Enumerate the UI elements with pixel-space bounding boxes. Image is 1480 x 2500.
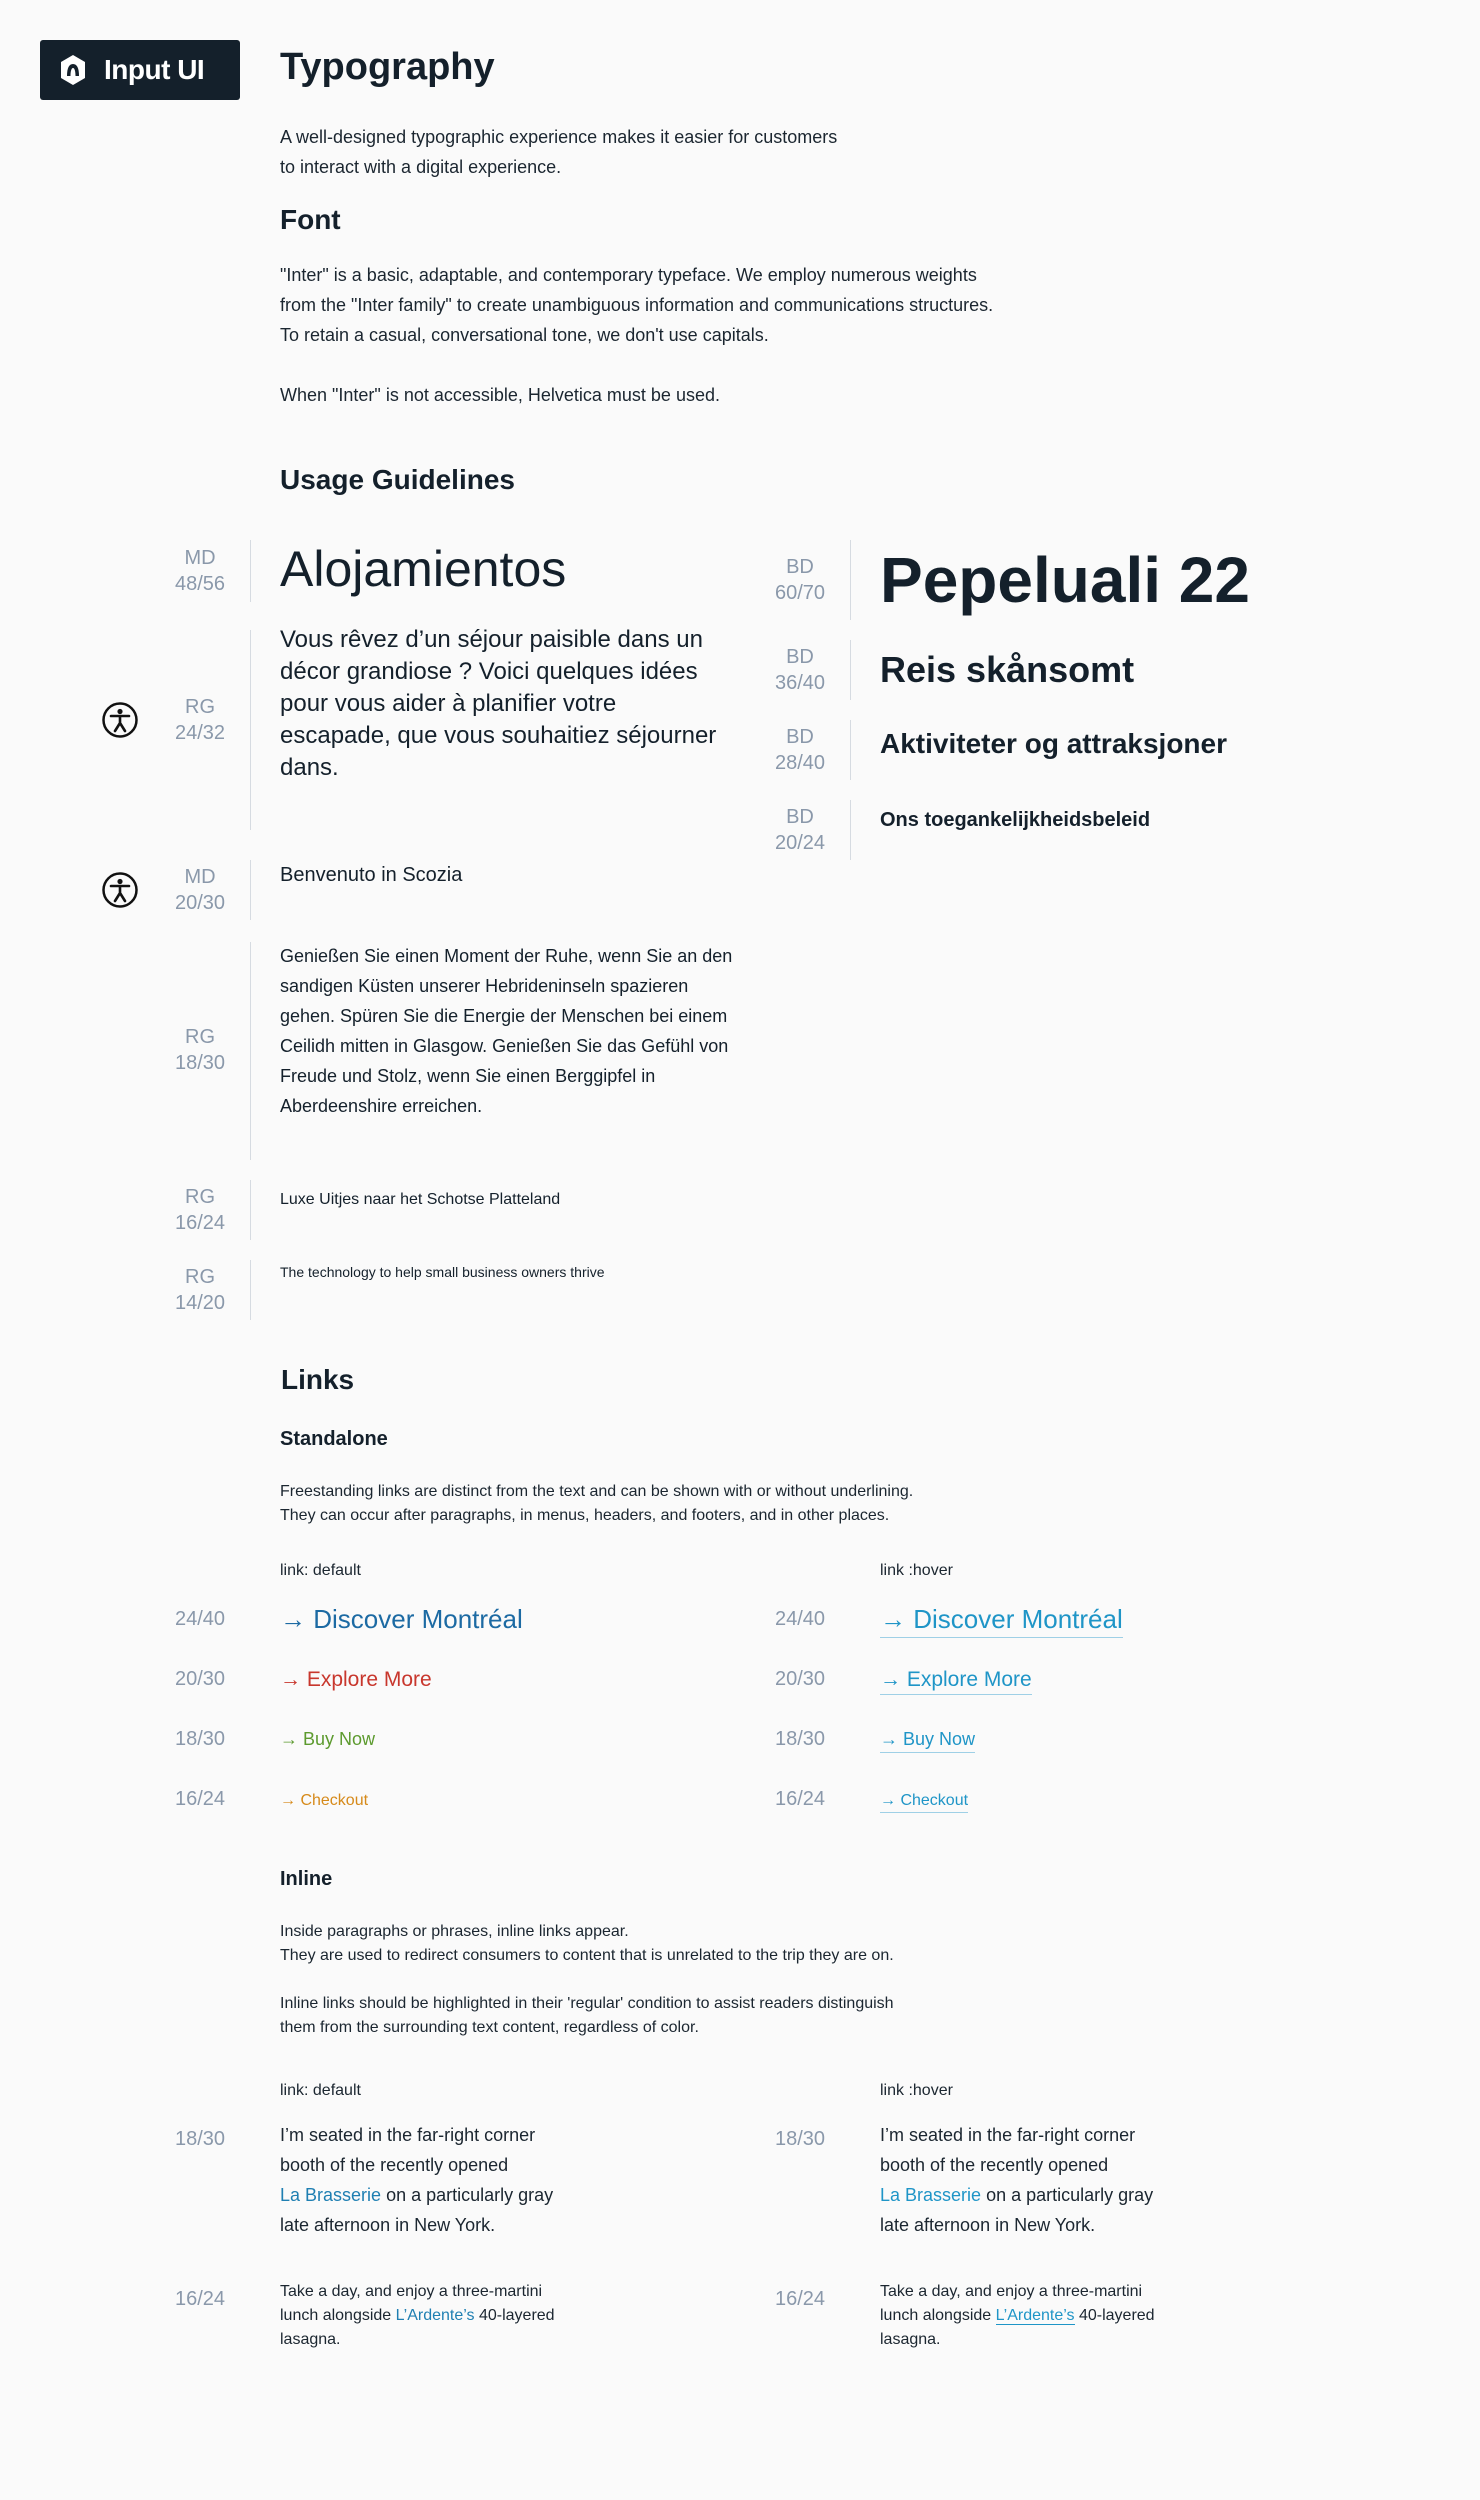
- example-line: Take a day, and enjoy a three-martini: [280, 2283, 543, 2300]
- font-paragraph: [280, 260, 993, 410]
- example-line: I’m seated in the far-right corner: [280, 2125, 536, 2145]
- sample-rg-16: Luxe Uitjes naar het Schotse Platteland: [280, 1191, 561, 1208]
- example-line: booth of the recently opened: [880, 2155, 1109, 2175]
- brand-logo[interactable]: [40, 40, 240, 100]
- inline-example-default: [280, 2120, 553, 2240]
- font-fallback: When "Inter" is not accessible, Helvetica must be used.: [280, 385, 720, 405]
- spec-size: 24/32: [174, 722, 226, 744]
- spec-size: 20/24: [774, 832, 826, 854]
- example-line: booth of the recently opened: [280, 2155, 509, 2175]
- inline-example2-hover: [880, 2280, 1155, 2352]
- font-line: "Inter" is a basic, adaptable, and contemporary typeface. We employ numerous weights: [280, 265, 977, 285]
- link-size-16: 16/24: [774, 1788, 826, 1810]
- example-line: late afternoon in New York.: [880, 2215, 1096, 2235]
- spec-weight: RG: [185, 696, 215, 718]
- description-line: Freestanding links are distinct from the text and can be shown with or without underlining.: [280, 1483, 914, 1500]
- spec-size: 60/70: [774, 582, 826, 604]
- example-line: Take a day, and enjoy a three-martini: [880, 2283, 1143, 2300]
- example-line: lasagna.: [280, 2331, 341, 2348]
- example-line: [280, 2180, 553, 2210]
- checkout-link[interactable]: → Checkout: [280, 1792, 369, 1809]
- description-line: Inline links should be highlighted in their 'regular' condition to assist readers distinguish: [280, 1995, 894, 2012]
- la-brasserie-link[interactable]: La Brasserie: [280, 2185, 382, 2205]
- inline-size-18: 18/30: [774, 2128, 826, 2150]
- type-spec-rg-14: [160, 1264, 240, 1316]
- divider: [250, 1180, 251, 1240]
- usage-heading: Usage Guidelines: [280, 464, 515, 495]
- inline-size-18: 18/30: [174, 2128, 226, 2150]
- sample-bd-20: Ons toegankelijkheidsbeleid: [880, 809, 1151, 831]
- sample-md-20: Benvenuto in Scozia: [280, 864, 463, 886]
- example-line: late afternoon in New York.: [280, 2215, 496, 2235]
- link-size-24: 24/40: [174, 1608, 226, 1630]
- font-heading: Font: [280, 204, 341, 235]
- lardente-link[interactable]: L’Ardente’s: [395, 2307, 475, 2324]
- explore-more-link-hover[interactable]: → Explore More: [880, 1668, 1032, 1695]
- type-spec-rg-18: [160, 1024, 240, 1076]
- font-line: from the "Inter family" to create unambiguous information and communications structures.: [280, 295, 994, 315]
- spec-weight: BD: [786, 726, 814, 748]
- link-size-20: 20/30: [774, 1668, 826, 1690]
- sample-rg-24: Vous rêvez d’un séjour paisible dans un décor grandiose ? Voici quelques idées pour vous aider à planifier votre escapade, que vous souhaitiez séjourner dans.: [280, 626, 717, 781]
- divider: [850, 640, 851, 700]
- sample-md-48: Alojamientos: [280, 541, 567, 597]
- links-heading: Links: [281, 1364, 355, 1395]
- sample-bd-28: Aktiviteter og attraksjoner: [880, 728, 1227, 759]
- example-text: 40-layered: [1074, 2307, 1155, 2324]
- buy-now-link[interactable]: → Buy Now: [280, 1729, 376, 1749]
- divider: [850, 800, 851, 860]
- type-spec-bd-28: [760, 724, 840, 776]
- divider: [250, 540, 251, 602]
- explore-more-link[interactable]: → Explore More: [280, 1668, 432, 1691]
- example-text: on a particularly gray: [381, 2185, 554, 2205]
- logo-text: Input UI: [104, 54, 205, 85]
- type-spec-md-20: [160, 864, 240, 916]
- la-brasserie-link-hover[interactable]: La Brasserie: [880, 2185, 982, 2205]
- inline-heading: Inline: [280, 1868, 333, 1890]
- sample-rg-14: The technology to help small business owners thrive: [280, 1264, 605, 1280]
- spec-size: 18/30: [174, 1052, 226, 1074]
- discover-montreal-link-hover[interactable]: → Discover Montréal: [880, 1604, 1123, 1638]
- label-link-default: link: default: [280, 1562, 361, 1579]
- example-line: [280, 2304, 555, 2328]
- lardente-link-hover[interactable]: L’Ardente’s: [995, 2307, 1075, 2324]
- sample-bd-36: Reis skånsomt: [880, 649, 1135, 690]
- inline-description: [280, 1920, 894, 2040]
- example-line: I’m seated in the far-right corner: [880, 2125, 1136, 2145]
- standalone-description: [280, 1480, 913, 1528]
- example-line: lasagna.: [880, 2331, 941, 2348]
- spec-weight: BD: [786, 806, 814, 828]
- spec-size: 16/24: [174, 1212, 226, 1234]
- example-line: [880, 2180, 1153, 2210]
- spec-weight: MD: [184, 866, 216, 888]
- type-spec-bd-36: [760, 644, 840, 696]
- spec-size: 48/56: [174, 573, 226, 595]
- example-text: lunch alongside: [280, 2307, 396, 2324]
- label-link-hover: link :hover: [880, 2082, 953, 2099]
- link-size-18: 18/30: [774, 1728, 826, 1750]
- spec-weight: RG: [185, 1186, 215, 1208]
- discover-montreal-link[interactable]: → Discover Montréal: [280, 1604, 523, 1634]
- accessibility-icon: [101, 701, 139, 739]
- type-spec-rg-24: [160, 694, 240, 746]
- type-spec-bd-60: [760, 554, 840, 606]
- spec-size: 20/30: [174, 892, 226, 914]
- spec-size: 14/20: [174, 1292, 226, 1314]
- accessibility-icon: [101, 871, 139, 909]
- divider: [850, 540, 851, 620]
- divider: [250, 860, 251, 920]
- link-size-24: 24/40: [774, 1608, 826, 1630]
- divider: [250, 630, 251, 830]
- example-line: [880, 2304, 1155, 2328]
- inline-example2-default: [280, 2280, 555, 2352]
- description-line: them from the surrounding text content, regardless of color.: [280, 2019, 699, 2036]
- link-size-20: 20/30: [174, 1668, 226, 1690]
- link-size-18: 18/30: [174, 1728, 226, 1750]
- intro-paragraph: [280, 122, 837, 182]
- font-line: To retain a casual, conversational tone, we don't use capitals.: [280, 325, 769, 345]
- inline-size-16: 16/24: [174, 2288, 226, 2310]
- description-line: Inside paragraphs or phrases, inline links appear.: [280, 1923, 629, 1940]
- type-spec-rg-16: [160, 1184, 240, 1236]
- logo-icon: [56, 53, 90, 87]
- label-link-default: link: default: [280, 2082, 361, 2099]
- inline-size-16: 16/24: [774, 2288, 826, 2310]
- type-spec-bd-20: [760, 804, 840, 856]
- spec-weight: BD: [786, 646, 814, 668]
- description-line: They are used to redirect consumers to content that is unrelated to the trip they are on.: [280, 1947, 894, 1964]
- divider: [850, 720, 851, 780]
- intro-line: A well-designed typographic experience makes it easier for customers: [280, 127, 838, 147]
- example-text: lunch alongside: [880, 2307, 996, 2324]
- divider: [250, 1260, 251, 1320]
- label-link-hover: link :hover: [880, 1562, 953, 1579]
- buy-now-link-hover[interactable]: → Buy Now: [880, 1729, 975, 1753]
- spec-weight: BD: [786, 556, 814, 578]
- sample-bd-60: Pepeluali 22: [880, 544, 1250, 616]
- spec-size: 28/40: [774, 752, 826, 774]
- link-size-16: 16/24: [174, 1788, 226, 1810]
- standalone-heading: Standalone: [280, 1428, 388, 1450]
- description-line: They can occur after paragraphs, in menus, headers, and footers, and in other places.: [280, 1507, 890, 1524]
- spec-weight: RG: [185, 1026, 215, 1048]
- divider: [250, 942, 251, 1160]
- page-title: Typography: [280, 46, 495, 88]
- checkout-link-hover[interactable]: → Checkout: [880, 1792, 968, 1813]
- spec-weight: RG: [185, 1266, 215, 1288]
- type-spec-md-48: [160, 545, 240, 597]
- spec-size: 36/40: [774, 672, 826, 694]
- sample-rg-18: Genießen Sie einen Moment der Ruhe, wenn Sie an den sandigen Küsten unserer Hebrideninseln spazieren gehen. Spüren Sie die Energie der Menschen bei einem Ceilidh mitten in Glasgow. Genießen Sie das Gefühl von Freude und Stolz, wenn Sie einen Berggipfel in Aberdeenshire erreichen.: [280, 946, 733, 1116]
- inline-example-hover: [880, 2120, 1153, 2240]
- example-text: 40-layered: [474, 2307, 555, 2324]
- example-text: on a particularly gray: [981, 2185, 1154, 2205]
- intro-line: to interact with a digital experience.: [280, 157, 562, 177]
- spec-weight: MD: [184, 547, 216, 569]
